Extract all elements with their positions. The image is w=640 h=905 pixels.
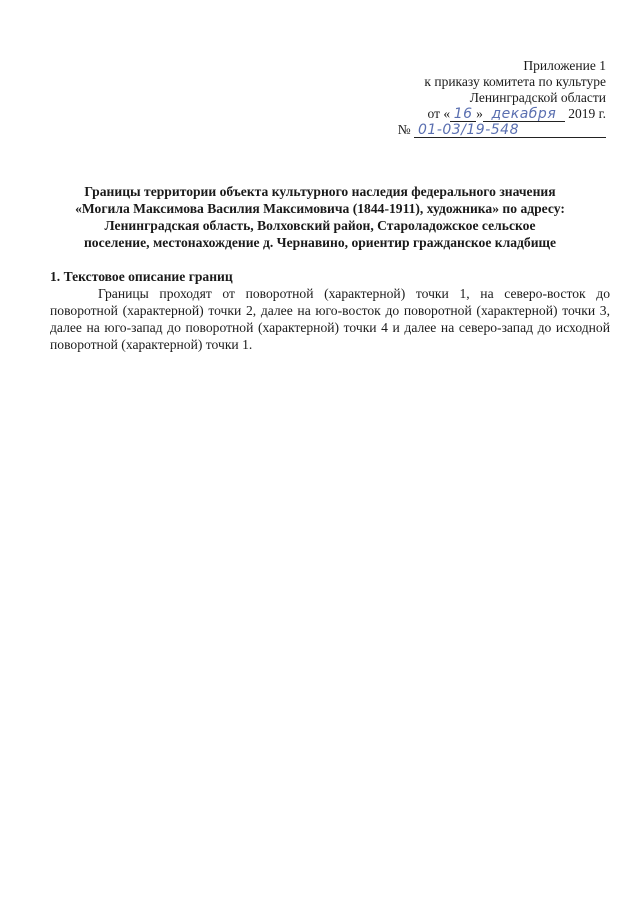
appendix-region: Ленинградской области [469, 90, 606, 105]
order-number-handwritten: 01-03/19-548 [414, 123, 606, 138]
appendix-header [398, 58, 606, 138]
date-prefix: от « [427, 106, 451, 121]
appendix-title: Приложение 1 [523, 58, 606, 73]
date-day-handwritten: 16 [450, 107, 476, 122]
date-month-handwritten: декабря [483, 107, 565, 122]
title-line: Ленинградская область, Волховский район, Староладожское сельское [104, 218, 536, 233]
appendix-number-line [398, 122, 606, 138]
appendix-order-ref: к приказу комитета по культуре [424, 74, 606, 89]
appendix-date-line [398, 106, 606, 122]
number-prefix: № [397, 122, 411, 137]
title-line: Границы территории объекта культурного наследия федерального значения [84, 184, 556, 199]
title-line: поселение, местонахождение д. Чернавино, ориентир гражданское кладбище [83, 235, 557, 250]
date-year: 2019 г. [568, 106, 606, 121]
date-mid: » [476, 106, 483, 121]
document-title [40, 183, 600, 251]
section-body-text: Границы проходят от поворотной (характерной) точки 1, на северо-восток до поворотной (характерной) точки 2, далее на юго-восток до поворотной (характерной) точки 3, далее на юго-запад до поворотной (характерной) точки 4 и далее на северо-запад до исходной поворотной (характерной) точки 1. [50, 286, 610, 352]
title-line: «Могила Максимова Василия Максимовича (1844-1911), художника» по адресу: [75, 201, 565, 216]
boundary-description-section [50, 268, 610, 353]
section-heading: 1. Текстовое описание границ [50, 269, 233, 284]
